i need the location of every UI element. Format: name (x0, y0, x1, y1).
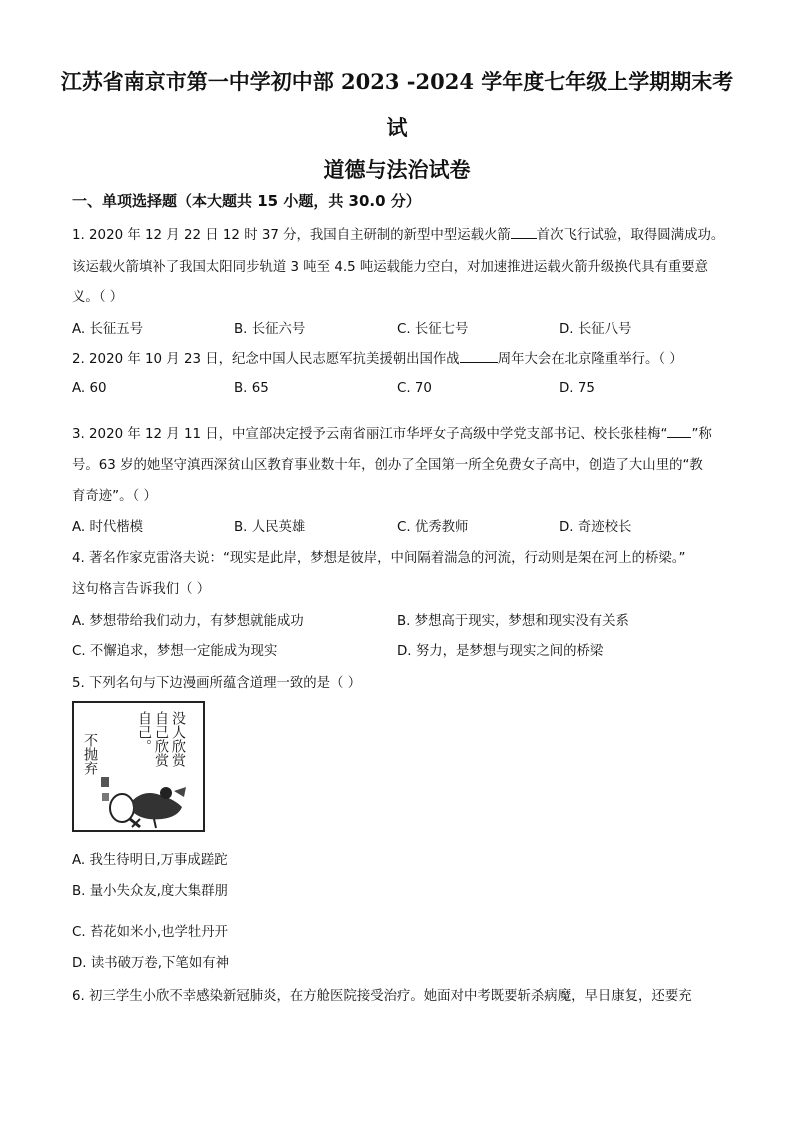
question-3-text-b: ”称 (691, 427, 712, 442)
figure-head (160, 787, 172, 799)
question-5-option-c: C. 苔花如米小,也学牡丹开 (72, 925, 229, 940)
question-4-option-d: D. 努力，是梦想与现实之间的桥梁 (397, 644, 604, 659)
exam-subtitle: 道德与法治试卷 (323, 157, 471, 182)
question-2-option-c: C. 70 (397, 381, 432, 396)
cartoon-image (72, 701, 205, 832)
question-4-line2: 这句格言告诉我们（ ） (72, 582, 211, 597)
question-5-option-d: D. 读书破万卷,下笔如有神 (72, 956, 229, 971)
question-3-option-c: C. 优秀教师 (397, 520, 469, 535)
answer-blank (460, 349, 498, 363)
cartoon-caption-col3: 自己。 (136, 711, 152, 753)
question-3-option-a: A. 时代楷模 (72, 520, 143, 535)
cartoon-caption-col2: 自己欣赏 (153, 711, 169, 767)
question-5-option-b: B. 量小失众友,度大集群朋 (72, 884, 228, 899)
question-2-option-b: B. 65 (234, 381, 269, 396)
question-3-option-d: D. 奇迹校长 (559, 520, 632, 535)
question-1-option-c: C. 长征七号 (397, 322, 469, 337)
question-1-line2: 该运载火箭填补了我国太阳同步轨道 3 吨至 4.5 吨运载能力空白，对加速推进运载火箭升级换代具有重要意 (72, 260, 709, 275)
question-3-line1 (72, 423, 712, 442)
question-4-option-c: C. 不懈追求，梦想一定能成为现实 (72, 644, 278, 659)
question-3-text-a: 3. 2020 年 12 月 11 日，中宣部决定授予云南省丽江市华坪女子高级中学党支部书记、校长张桂梅“ (72, 427, 668, 442)
question-5-line1: 5. 下列名句与下边漫画所蕴含道理一致的是（ ） (72, 676, 362, 691)
question-1-line1 (72, 224, 724, 243)
answer-blank (667, 424, 691, 438)
question-3-line2: 号。63 岁的她坚守滇西深贫山区教育事业数十年，创办了全国第一所全免费女子高中，创造了大山里的“教 (72, 458, 703, 473)
question-5-option-a: A. 我生待明日,万事成蹉跎 (72, 853, 228, 868)
question-4-option-a: A. 梦想带给我们动力，有梦想就能成功 (72, 614, 304, 629)
seal-mark (102, 793, 109, 801)
section-heading: 一、单项选择题（本大题共 15 小题，共 30.0 分） (72, 192, 421, 210)
question-2-option-d: D. 75 (559, 381, 595, 396)
cartoon-caption-col1: 没人欣赏 (170, 711, 186, 767)
answer-blank (511, 225, 537, 239)
question-3-option-b: B. 人民英雄 (234, 520, 306, 535)
figure-legs (132, 819, 156, 828)
cartoon-caption-col4: 不抛弃 (82, 733, 98, 775)
mirror-icon (110, 794, 134, 822)
exam-title-line1: 江苏省南京市第一中学初中部 2023 -2024 学年度七年级上学期期末考 (60, 69, 734, 94)
question-2-line1 (72, 348, 683, 367)
seal-mark (101, 777, 109, 787)
figure-body (132, 793, 182, 819)
question-1-text-a: 1. 2020 年 12 月 22 日 12 时 37 分，我国自主研制的新型中型运载火箭 (72, 228, 511, 243)
cartoon-drawing (74, 703, 203, 830)
question-3-line3: 育奇迹”。（ ） (72, 489, 157, 504)
figure-arm (174, 787, 186, 797)
question-1-option-a: A. 长征五号 (72, 322, 143, 337)
question-6-line1: 6. 初三学生小欣不幸感染新冠肺炎，在方舱医院接受治疗。她面对中考既要斩杀病魔，早日康复，还要充 (72, 989, 692, 1004)
question-2-text-b: 周年大会在北京隆重举行。（ ） (497, 352, 683, 367)
question-4-line1: 4. 著名作家克雷洛夫说：“现实是此岸，梦想是彼岸，中间隔着湍急的河流，行动则是架在河上的桥梁。” (72, 551, 686, 566)
question-2-option-a: A. 60 (72, 381, 107, 396)
exam-title-line2: 试 (386, 115, 408, 140)
question-1-option-b: B. 长征六号 (234, 322, 306, 337)
question-4-option-b: B. 梦想高于现实，梦想和现实没有关系 (397, 614, 629, 629)
question-1-option-d: D. 长征八号 (559, 322, 632, 337)
question-1-line3: 义。（ ） (72, 290, 124, 305)
question-2-text-a: 2. 2020 年 10 月 23 日，纪念中国人民志愿军抗美援朝出国作战 (72, 352, 460, 367)
question-1-text-b: 首次飞行试验，取得圆满成功。 (536, 228, 725, 243)
